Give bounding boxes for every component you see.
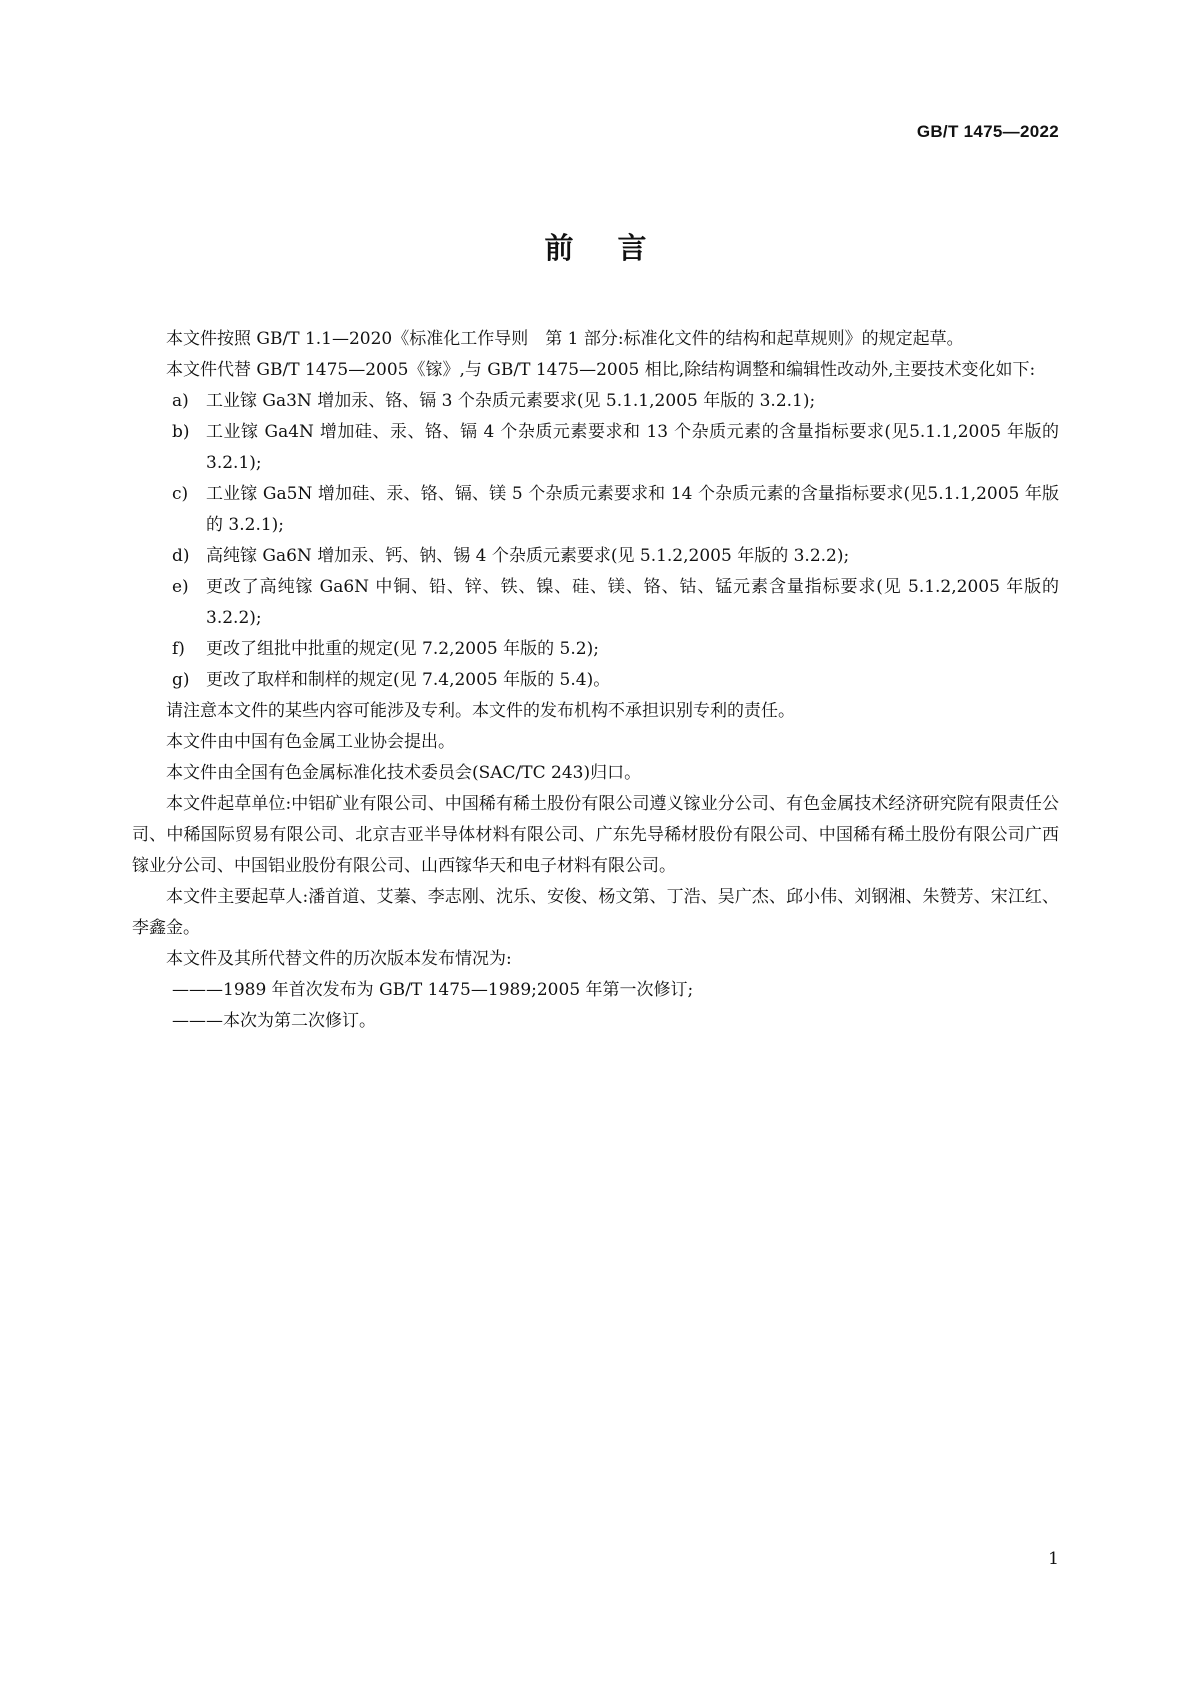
- change-item-label: f): [172, 639, 185, 659]
- change-item: [132, 417, 1059, 479]
- change-item-text: 更改了取样和制样的规定(见 7.4,2005 年版的 5.4)。: [206, 670, 611, 690]
- change-item: [132, 665, 1059, 696]
- change-item-text: 更改了组批中批重的规定(见 7.2,2005 年版的 5.2);: [206, 639, 599, 659]
- paragraph-proposer: 本文件由中国有色金属工业协会提出。: [166, 732, 455, 752]
- history-item: ———1989 年首次发布为 GB/T 1475—1989;2005 年第一次修订;: [172, 980, 694, 1000]
- paragraph-replacement: 本文件代替 GB/T 1475—2005《镓》,与 GB/T 1475—2005 相比,除结构调整和编辑性改动外,主要技术变化如下:: [166, 360, 1036, 380]
- page-number: 1: [1048, 1549, 1059, 1569]
- paragraph-centralized-unit: 本文件由全国有色金属标准化技术委员会(SAC/TC 243)归口。: [166, 763, 642, 783]
- change-item: [132, 479, 1059, 541]
- change-item-text: 工业镓 Ga3N 增加汞、铬、镉 3 个杂质元素要求(见 5.1.1,2005 年版的 3.2.1);: [206, 391, 816, 411]
- change-item-text: 高纯镓 Ga6N 增加汞、钙、钠、锡 4 个杂质元素要求(见 5.1.2,2005 年版的 3.2.2);: [206, 546, 850, 566]
- paragraph-patent-notice: 请注意本文件的某些内容可能涉及专利。本文件的发布机构不承担识别专利的责任。: [166, 701, 795, 721]
- change-item-label: e): [172, 577, 189, 597]
- title-char-2: 言: [617, 231, 647, 265]
- paragraph-history-intro: 本文件及其所代替文件的历次版本发布情况为:: [166, 949, 512, 969]
- change-item-label: b): [172, 422, 190, 442]
- page-title: [0, 226, 1191, 267]
- history-item: ———本次为第二次修订。: [172, 1011, 376, 1031]
- change-item: [132, 386, 1059, 417]
- change-item: [132, 572, 1059, 634]
- change-item-label: a): [172, 391, 189, 411]
- change-item-text: 工业镓 Ga4N 增加硅、汞、铬、镉 4 个杂质元素要求和 13 个杂质元素的含量指标要求(见5.1.1,2005 年版的 3.2.1);: [206, 422, 1059, 473]
- document-code: GB/T 1475—2022: [916, 122, 1059, 141]
- paragraph-drafting-rule: 本文件按照 GB/T 1.1—2020《标准化工作导则 第 1 部分:标准化文件的结构和起草规则》的规定起草。: [166, 329, 964, 349]
- change-item-text: 工业镓 Ga5N 增加硅、汞、铬、镉、镁 5 个杂质元素要求和 14 个杂质元素的含量指标要求(见5.1.1,2005 年版的 3.2.1);: [206, 484, 1059, 535]
- title-char-1: 前: [544, 231, 574, 265]
- change-item-text: 更改了高纯镓 Ga6N 中铜、铅、锌、铁、镍、硅、镁、铬、钴、锰元素含量指标要求(见 5.1.2,2005 年版的 3.2.2);: [206, 577, 1059, 628]
- change-item-label: g): [172, 670, 190, 690]
- change-item-label: c): [172, 484, 189, 504]
- paragraph-drafters: 本文件主要起草人:潘首道、艾蓁、李志刚、沈乐、安俊、杨文第、丁浩、吴广杰、邱小伟、刘钢湘、朱赞芳、宋江红、李鑫金。: [132, 887, 1059, 938]
- foreword-body: [132, 324, 1059, 1037]
- change-item: [132, 634, 1059, 665]
- change-item-label: d): [172, 546, 190, 566]
- paragraph-drafting-units: 本文件起草单位:中铝矿业有限公司、中国稀有稀土股份有限公司遵义镓业分公司、有色金属技术经济研究院有限责任公司、中稀国际贸易有限公司、北京吉亚半导体材料有限公司、广东先导稀材股份有限公司、中国稀有稀土股份有限公司广西镓业分公司、中国铝业股份有限公司、山西镓华天和电子材料有限公司。: [132, 794, 1059, 876]
- change-item: [132, 541, 1059, 572]
